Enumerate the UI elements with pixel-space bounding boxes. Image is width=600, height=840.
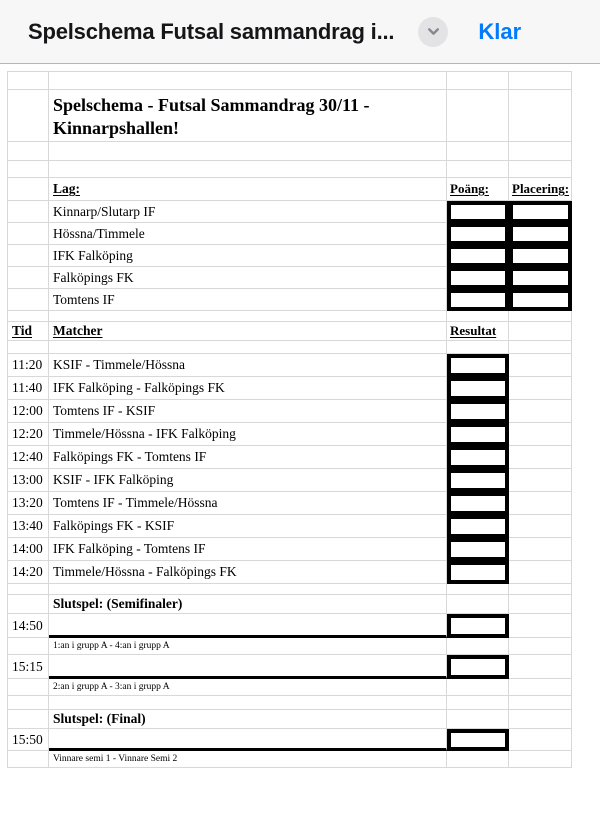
match-time: 12:00 <box>7 400 49 423</box>
match-row <box>7 354 572 377</box>
lag-header: Lag: <box>53 181 80 196</box>
empty-row <box>7 72 572 90</box>
semifinal-note-row <box>7 638 572 655</box>
poang-box <box>447 267 509 289</box>
final-note: Vinnare semi 1 - Vinnare Semi 2 <box>49 751 447 768</box>
result-box <box>447 729 509 751</box>
result-box <box>447 446 509 469</box>
poang-box <box>447 223 509 245</box>
result-box <box>447 354 509 377</box>
empty-row <box>7 142 572 161</box>
empty-row <box>7 161 572 178</box>
resultat-header: Resultat <box>450 323 497 338</box>
writein-line <box>49 655 447 679</box>
team-name: IFK Falköping <box>49 245 447 267</box>
match-name: Timmele/Hössna - IFK Falköping <box>49 423 447 446</box>
final-header-row <box>7 710 572 729</box>
result-box <box>447 561 509 584</box>
poang-box <box>447 245 509 267</box>
placering-box <box>509 223 572 245</box>
match-time: 11:40 <box>7 377 49 400</box>
standings-header-row <box>7 178 572 201</box>
team-row <box>7 245 572 267</box>
match-name: Falköpings FK - KSIF <box>49 515 447 538</box>
match-time: 15:15 <box>7 655 49 679</box>
tid-header: Tid <box>12 323 33 338</box>
match-row <box>7 538 572 561</box>
semifinal-row <box>7 614 572 638</box>
match-row <box>7 492 572 515</box>
match-time: 13:40 <box>7 515 49 538</box>
title-row <box>7 90 572 142</box>
done-button[interactable]: Klar <box>478 18 522 44</box>
placering-box <box>509 245 572 267</box>
poang-box <box>447 289 509 311</box>
document-title: Spelschema Futsal sammandrag i... <box>28 18 395 44</box>
match-time: 12:20 <box>7 423 49 446</box>
writein-line <box>49 729 447 751</box>
schedule-header-row <box>7 322 572 341</box>
final-note-row <box>7 751 572 768</box>
match-row <box>7 469 572 492</box>
match-time: 14:00 <box>7 538 49 561</box>
result-box <box>447 423 509 446</box>
match-row <box>7 446 572 469</box>
match-name: IFK Falköping - Tomtens IF <box>49 538 447 561</box>
empty-row <box>7 584 572 595</box>
spreadsheet-preview[interactable] <box>7 71 572 768</box>
team-name: Kinnarp/Slutarp IF <box>49 201 447 223</box>
navbar <box>0 0 600 64</box>
result-box <box>447 614 509 638</box>
team-name: Tomtens IF <box>49 289 447 311</box>
match-time: 13:00 <box>7 469 49 492</box>
semifinal-note: 2:an i grupp A - 3:an i grupp A <box>49 679 447 696</box>
semifinal-header: Slutspel: (Semifinaler) <box>53 596 183 611</box>
match-row <box>7 423 572 446</box>
placering-box <box>509 267 572 289</box>
placering-box <box>509 201 572 223</box>
match-name: KSIF - IFK Falköping <box>49 469 447 492</box>
final-header: Slutspel: (Final) <box>53 711 146 726</box>
semifinal-note: 1:an i grupp A - 4:an i grupp A <box>49 638 447 655</box>
empty-row <box>7 696 572 710</box>
team-row <box>7 267 572 289</box>
chevron-down-icon <box>426 24 441 39</box>
team-row <box>7 201 572 223</box>
match-time: 12:40 <box>7 446 49 469</box>
final-row <box>7 729 572 751</box>
team-row <box>7 223 572 245</box>
result-box <box>447 515 509 538</box>
match-time: 14:20 <box>7 561 49 584</box>
result-box <box>447 538 509 561</box>
result-box <box>447 469 509 492</box>
writein-line <box>49 614 447 638</box>
match-name: Timmele/Hössna - Falköpings FK <box>49 561 447 584</box>
result-box <box>447 400 509 423</box>
match-row <box>7 561 572 584</box>
result-box <box>447 492 509 515</box>
semifinal-header-row <box>7 595 572 614</box>
match-row <box>7 515 572 538</box>
title-dropdown-button[interactable] <box>418 17 448 47</box>
poang-header: Poäng: <box>450 181 489 196</box>
match-time: 11:20 <box>7 354 49 377</box>
match-name: KSIF - Timmele/Hössna <box>49 354 447 377</box>
placering-header: Placering: <box>512 181 570 196</box>
team-name: Hössna/Timmele <box>49 223 447 245</box>
match-name: Falköpings FK - Tomtens IF <box>49 446 447 469</box>
semifinal-row <box>7 655 572 679</box>
poang-box <box>447 201 509 223</box>
result-box <box>447 655 509 679</box>
match-time: 13:20 <box>7 492 49 515</box>
sheet-title: Spelschema - Futsal Sammandrag 30/11 - Kinnarpshallen! <box>49 90 447 142</box>
team-name: Falköpings FK <box>49 267 447 289</box>
match-name: IFK Falköping - Falköpings FK <box>49 377 447 400</box>
placering-box <box>509 289 572 311</box>
empty-row <box>7 311 572 322</box>
match-time: 14:50 <box>7 614 49 638</box>
match-time: 15:50 <box>7 729 49 751</box>
semifinal-note-row <box>7 679 572 696</box>
match-row <box>7 400 572 423</box>
match-name: Tomtens IF - Timmele/Hössna <box>49 492 447 515</box>
matcher-header: Matcher <box>53 323 103 338</box>
match-row <box>7 377 572 400</box>
team-row <box>7 289 572 311</box>
match-name: Tomtens IF - KSIF <box>49 400 447 423</box>
empty-row <box>7 341 572 354</box>
result-box <box>447 377 509 400</box>
